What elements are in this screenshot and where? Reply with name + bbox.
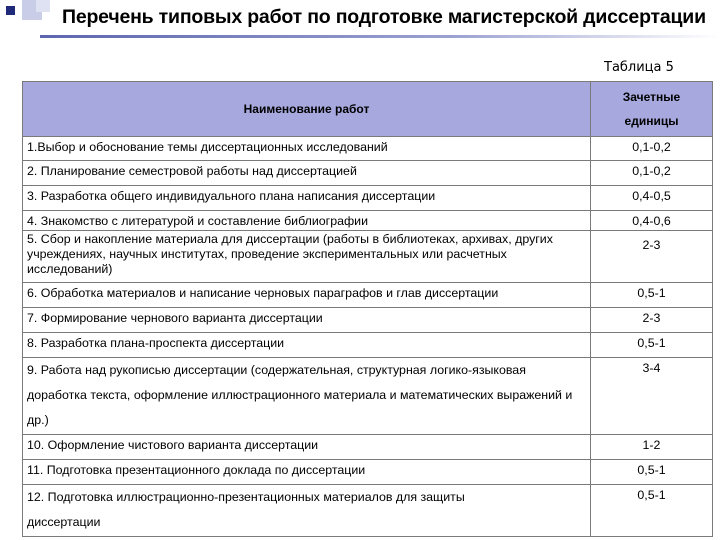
row-name: 7. Формирование чернового варианта диссертации	[23, 308, 591, 333]
row-units: 0,5-1	[591, 333, 713, 358]
decor-square-small	[36, 0, 50, 12]
row-units: 0,1-0,2	[591, 161, 713, 186]
table-row	[23, 333, 713, 358]
table-row	[23, 435, 713, 460]
row-units: 0,4-0,5	[591, 186, 713, 211]
row-name: 11. Подготовка презентационного доклада по диссертации	[23, 460, 591, 485]
table-row	[23, 283, 713, 308]
table-row	[23, 460, 713, 485]
header-name: Наименование работ	[23, 82, 591, 137]
header-units-line2: единицы	[624, 114, 679, 128]
table-row	[23, 161, 713, 186]
row-units: 0,1-0,2	[591, 137, 713, 161]
works-table	[22, 81, 713, 537]
row-name: 5. Сбор и накопление материала для диссертации (работы в библиотеках, архивах, других учреждениях, научных институтах, проведение экспериментальных или расчетных исследований)	[23, 231, 591, 283]
table-caption: Таблица 5	[604, 60, 674, 75]
row-name: 4. Знакомство с литературой и составление библиографии	[23, 211, 591, 231]
table-row	[23, 186, 713, 211]
header-units-line1: Зачетные	[622, 90, 681, 104]
row-units: 1-2	[591, 435, 713, 460]
row-name: 1.Выбор и обоснование темы диссертационных исследований	[23, 137, 591, 161]
table-row	[23, 485, 713, 537]
row-units: 0,5-1	[591, 460, 713, 485]
row-units: 2-3	[591, 231, 713, 283]
table-row	[23, 231, 713, 283]
table-row	[23, 358, 713, 435]
row-name: 6. Обработка материалов и написание черновых параграфов и глав диссертации	[23, 283, 591, 308]
row-units: 0,5-1	[591, 485, 713, 537]
table-row	[23, 137, 713, 161]
row-units: 0,5-1	[591, 283, 713, 308]
row-units: 2-3	[591, 308, 713, 333]
row-name: 8. Разработка плана-проспекта диссертации	[23, 333, 591, 358]
row-units: 3-4	[591, 358, 713, 435]
row-name: 12. Подготовка иллюстрационно-презентационных материалов для защиты диссертации	[23, 485, 591, 537]
row-units: 0,4-0,6	[591, 211, 713, 231]
header-units	[591, 82, 713, 137]
row-name: 9. Работа над рукописью диссертации (содержательная, структурная логико-языковая доработка текста, оформление иллюстрационного материала и математических выражений и др.)	[23, 358, 591, 435]
table-row	[23, 211, 713, 231]
row-name: 3. Разработка общего индивидуального плана написания диссертации	[23, 186, 591, 211]
row-name: 10. Оформление чистового варианта диссертации	[23, 435, 591, 460]
slide-title: Перечень типовых работ по подготовке магистерской диссертации	[62, 6, 706, 28]
row-name: 2. Планирование семестровой работы над диссертацией	[23, 161, 591, 186]
table-row	[23, 308, 713, 333]
table-header-row	[23, 82, 713, 137]
decor-square-dark	[6, 6, 15, 15]
title-underline	[40, 35, 720, 38]
